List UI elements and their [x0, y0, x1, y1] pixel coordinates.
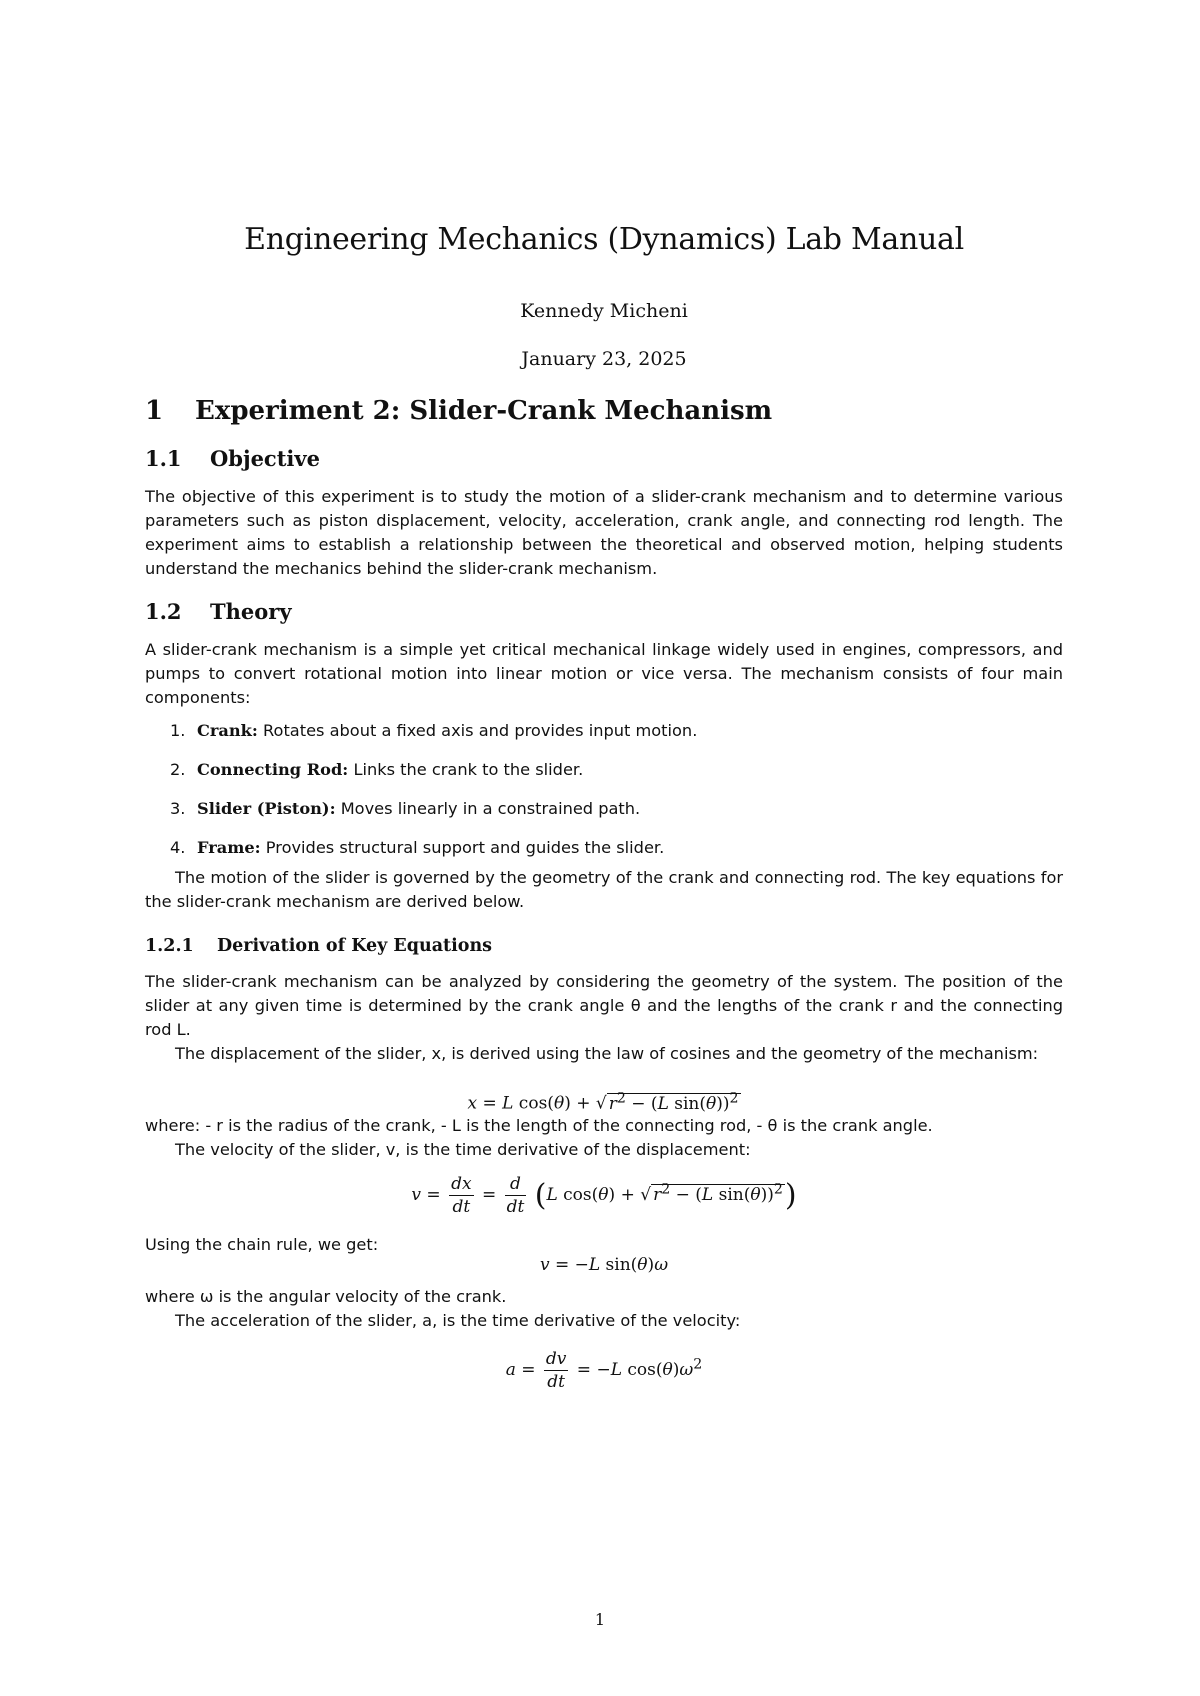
- list-item: 1. Crank: Rotates about a fixed axis and provides input motion.: [170, 721, 698, 740]
- components-list: [145, 719, 1063, 875]
- angular-velocity-note: where ω is the angular velocity of the crank.: [145, 1287, 507, 1306]
- acceleration-equation: a = $\frac{dv}{dt}$ = −L $\cos(\theta)\omega^2$: [505, 1349, 703, 1392]
- document-date: January 23, 2025: [521, 348, 687, 370]
- where-definitions: where: - r is the radius of the crank, - L is the length of the connecting rod, - θ is the crank angle.: [145, 1116, 933, 1135]
- displacement-equation: x = L cos(θ) + √ $r^2 - (L$ sin(θ))$^2$: [467, 1090, 739, 1114]
- velocity-derivative-equation: v = $\frac{dx}{dt}$ = $\frac{d}{dt}$ (L cos(θ) + √ $r^2 - (L$ sin(θ))$^2$): [411, 1174, 797, 1217]
- list-item: 3. Slider (Piston): Moves linearly in a constrained path.: [170, 799, 641, 818]
- list-item: 2. Connecting Rod: Links the crank to the slider.: [170, 760, 584, 779]
- acceleration-paragraph: The acceleration of the slider, a, is the time derivative of the velocity:: [175, 1311, 741, 1330]
- subsection-theory-heading: 1.2 Theory: [145, 599, 292, 624]
- document-author: Kennedy Micheni: [520, 300, 688, 322]
- objective-paragraph: The objective of this experiment is to study the motion of a slider-crank mechanism and to determine various parameters such as piston displacement, velocity, acceleration, crank angle, and connecting rod length. The experiment aims to establish a relationship between the theoretical and observed motion, helping students understand the mechanics behind the slider-crank mechanism.: [145, 487, 1063, 578]
- velocity-paragraph: The velocity of the slider, v, is the time derivative of the displacement:: [175, 1140, 751, 1159]
- list-item: 4. Frame: Provides structural support and guides the slider.: [170, 838, 665, 857]
- document-title: Engineering Mechanics (Dynamics) Lab Manual: [244, 222, 964, 257]
- derivation-paragraph-2: The displacement of the slider, x, is derived using the law of cosines and the geometry of the mechanism:: [175, 1044, 1039, 1063]
- theory-intro-paragraph: A slider-crank mechanism is a simple yet critical mechanical linkage widely used in engines, compressors, and pumps to convert rotational motion into linear motion or vice versa. The mechanism consists of four main components:: [145, 640, 1063, 707]
- section-heading: 1 Experiment 2: Slider-Crank Mechanism: [145, 396, 773, 426]
- subsection-objective-heading: 1.1 Objective: [145, 446, 320, 471]
- page-number: 1: [594, 1610, 606, 1629]
- chain-rule-paragraph: Using the chain rule, we get:: [145, 1235, 379, 1254]
- theory-after-paragraph: The motion of the slider is governed by the geometry of the crank and connecting rod. The key equations for the slider-crank mechanism are derived below.: [145, 868, 1063, 911]
- subsubsection-derivation-heading: 1.2.1 Derivation of Key Equations: [145, 936, 493, 956]
- derivation-paragraph-1: The slider-crank mechanism can be analyzed by considering the geometry of the system. The position of the slider at any given time is determined by the crank angle θ and the lengths of the crank r and the connecting rod L.: [145, 972, 1063, 1039]
- velocity-equation: v = −L sin(θ)ω: [539, 1255, 669, 1275]
